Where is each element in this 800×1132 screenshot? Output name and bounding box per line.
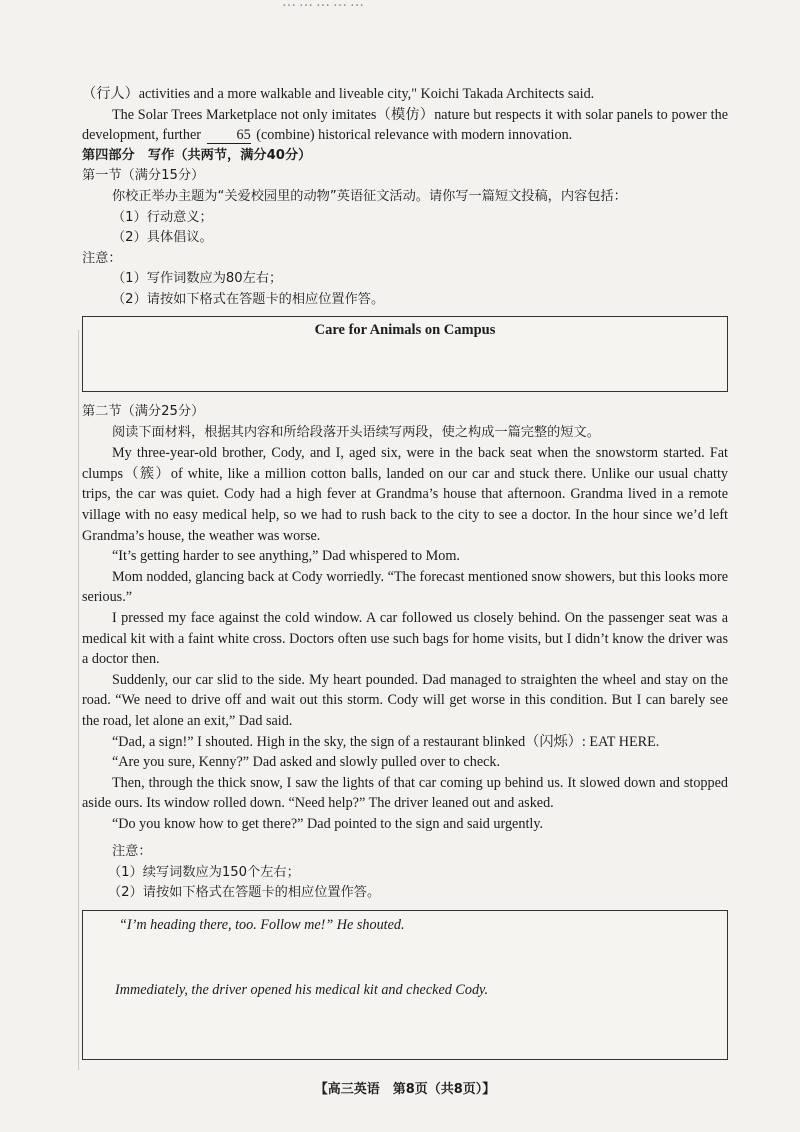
story-para-7: “Are you sure, Kenny?” Dad asked and slowly pulled over to check. [112,754,501,771]
sec1-note-1: （1）写作词数应为80左右； [112,271,283,287]
story-para-8: Then, through the thick snow, I saw the lights of that car coming up behind us. It slowed down and stopped aside ours. Its window rolled down. “Need help?” The driver leaned out and asked. [82,774,728,812]
sec1-item-1: （1）行动意义； [112,209,213,225]
reading-para-2-a: The Solar Trees Marketplace not only imitates（模仿）nature but respects it with solar panels to power the development, further [82,106,728,144]
sec2-notes-label: 注意： [112,844,152,859]
answer-box-sec2 [82,910,728,1060]
page-edge-shadow [78,330,79,1070]
answer-box-sec1 [82,316,728,392]
story-para-4: I pressed my face against the cold window. A car followed us closely behind. On the passenger seat was a medical kit with a faint white cross. Doctors often use such bags for home visits, but I didn’t know the driver was a doctor then. [82,609,728,668]
story-para-9: “Do you know how to get there?” Dad pointed to the sign and said urgently. [112,815,544,832]
continuation-opening-1: “I’m heading there, too. Follow me!” He shouted. [119,917,405,933]
reading-para-2-b: (combine) historical relevance with modern innovation. [256,127,573,144]
sec1-prompt: 你校正举办主题为“关爱校园里的动物”英语征文活动。请你写一篇短文投稿，内容包括： [112,188,627,204]
story-para-5: Suddenly, our car slid to the side. My heart pounded. Dad managed to straighten the wheel and stay on the road. “We need to drive off and wait out this storm. Cody will get worse in this condition. But I can barely see the road, let alone an exit,” Dad said. [82,671,728,729]
answer-box-title: Care for Animals on Campus [314,322,496,338]
sec2-notes [82,842,728,904]
sec2-prompt: 阅读下面材料，根据其内容和所给段落开头语续写两段，使之构成一篇完整的短文。 [112,424,600,440]
sec1-item-2: （2）具体倡议。 [112,230,213,246]
continuation-opening-2: Immediately, the driver opened his medical kit and checked Cody. [115,982,489,998]
story-para-2: “It’s getting harder to see anything,” Dad whispered to Mom. [112,548,460,565]
part4-heading: 第四部分 写作（共两节，满分40分） [82,147,312,163]
reading-tail-and-part4-sec1 [82,84,728,311]
page-footer: 【高三英语 第8页（共8页）】 [314,1082,496,1097]
exam-page [82,0,730,1132]
sec1-heading: 第一节（满分15分） [82,168,205,184]
sec1-note-2: （2）请按如下格式在答题卡的相应位置作答。 [112,291,385,307]
reading-line-1: （行人）activities and a more walkable and liveable city," Koichi Takada Architects said. [82,86,595,102]
reading-para-2 [82,105,728,146]
sec2-note-2: （2）请按如下格式在答题卡的相应位置作答。 [108,885,381,901]
story-para-1: My three-year-old brother, Cody, and I, aged six, were in the back seat when the snowstorm started. Fat clumps（簇）of white, like a million cotton balls, landed on our car and stuck there. Unlike our usual chatty trips, the car was quiet. Cody had a high fever at Grandma’s house that afternoon. Grandma lived in a remote village with no easy medical help, so we had to rush back to the city to see a doctor. In the hour since we’d left Grandma’s house, the weather was worse. [82,445,728,544]
sec1-notes-label: 注意： [82,250,122,266]
story-para-3: Mom nodded, glancing back at Cody worriedly. “The forecast mentioned snow showers, but this looks more serious.” [82,568,728,606]
answer-blank-65: 65 [207,127,251,144]
top-cut-text [282,0,662,6]
part4-sec2 [82,402,728,834]
sec2-heading: 第二节（满分25分） [82,404,205,419]
sec2-note-1: （1）续写词数应为150个左右； [108,864,300,880]
story-para-6: “Dad, a sign!” I shouted. High in the sky, the sign of a restaurant blinked（闪烁）: EAT HERE. [112,733,660,750]
